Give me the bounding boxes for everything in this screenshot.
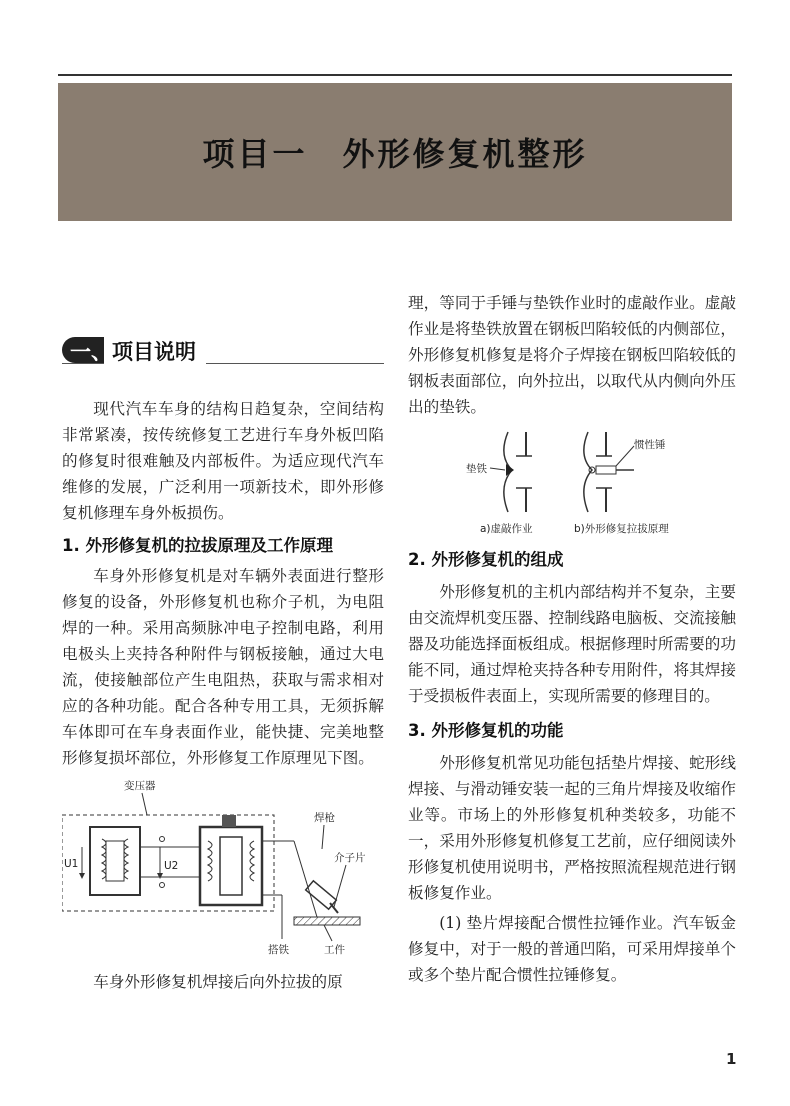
label-u1: U1 (64, 858, 79, 870)
label-slide-hammer: 惯性锤 (634, 439, 666, 451)
right-column (408, 290, 736, 988)
page-number: 1 (726, 1050, 737, 1068)
label-workpiece: 工件 (324, 944, 345, 956)
chapter-banner (58, 83, 732, 221)
pull-principle-paragraph-end: 理，等同于手锤与垫铁作业时的虚敲作业。虚敲作业是将垫铁放置在钢板凹陷较低的内侧部位，外形修复机修复是将介子焊接在钢板凹陷较低的钢板表面部位，向外拉出，以取代从内侧向外压出的垫铁。 (408, 294, 736, 416)
left-column (62, 396, 384, 995)
pull-principle-paragraph-start: 车身外形修复机焊接后向外拉拔的原 (93, 973, 343, 991)
section-heading-label (70, 336, 206, 366)
section-title: 项目说明 (112, 340, 196, 364)
label-washer: 介子片 (334, 852, 366, 864)
principle-paragraph: 车身外形修复机是对车辆外表面进行整形修复的设备，外形修复机也称介子机，为电阻焊的一种。采用高频脉冲电子控制电路，利用电极头上夹持各种附件与钢板接触，通过大电流，使接触部位产生电阻热，获取与需求相对应的各种功能。配合各种专用工具，无须拆解车体即可在车身表面作业，能快捷、完美地整形修复损坏部位，外形修复工作原理见下图。 (62, 567, 384, 767)
heading-components: 2. 外形修复机的组成 (408, 550, 564, 569)
label-welding-gun: 焊枪 (314, 812, 335, 824)
caption-b: b)外形修复拉拔原理 (574, 523, 669, 535)
functions-paragraph: 外形修复机常见功能包括垫片焊接、蛇形线焊接、与滑动锤安装一起的三角片焊接及收缩作业等。市场上的外形修复机种类较多，功能不一，采用外形修复机修复工艺前，应仔细阅读外形修复机使用说明书，严格按照流程规范进行钢板修复作业。 (408, 754, 736, 902)
washer-welding-paragraph: (1) 垫片焊接配合惯性拉锤作业。汽车钣金修复中，对于一般的普通凹陷，可采用焊接单个或多个垫片配合惯性拉锤修复。 (408, 914, 736, 984)
section-heading (62, 333, 384, 367)
caption-a: a)虚敲作业 (480, 523, 533, 535)
label-clamp: 搭铁 (268, 944, 289, 956)
top-rule (58, 74, 732, 76)
components-paragraph: 外形修复机的主机内部结构并不复杂，主要由交流焊机变压器、控制线路电脑板、交流接触器及功能选择面板组成。根据修理时所需要的功能不同，通过焊枪夹持各种专用附件，将其焊接于受损板件表面上，实现所需要的修理目的。 (408, 583, 736, 705)
heading-functions: 3. 外形修复机的功能 (408, 721, 564, 740)
pull-principle-figure (408, 426, 736, 536)
chapter-title: 项目一 外形修复机整形 (202, 135, 588, 173)
label-dolly: 垫铁 (466, 463, 487, 475)
label-transformer: 变压器 (124, 780, 156, 792)
heading-principle: 1. 外形修复机的拉拔原理及工作原理 (62, 536, 333, 555)
section-number: 一、 (70, 340, 112, 364)
label-u2: U2 (164, 860, 179, 872)
welding-circuit-figure (62, 777, 384, 957)
intro-paragraph: 现代汽车车身的结构日趋复杂，空间结构非常紧凑，按传统修复工艺进行车身外板凹陷的修复时很难触及内部板件。为适应现代汽车维修的发展，广泛利用一项新技术，即外形修复机修理车身外板损伤。 (62, 400, 384, 522)
